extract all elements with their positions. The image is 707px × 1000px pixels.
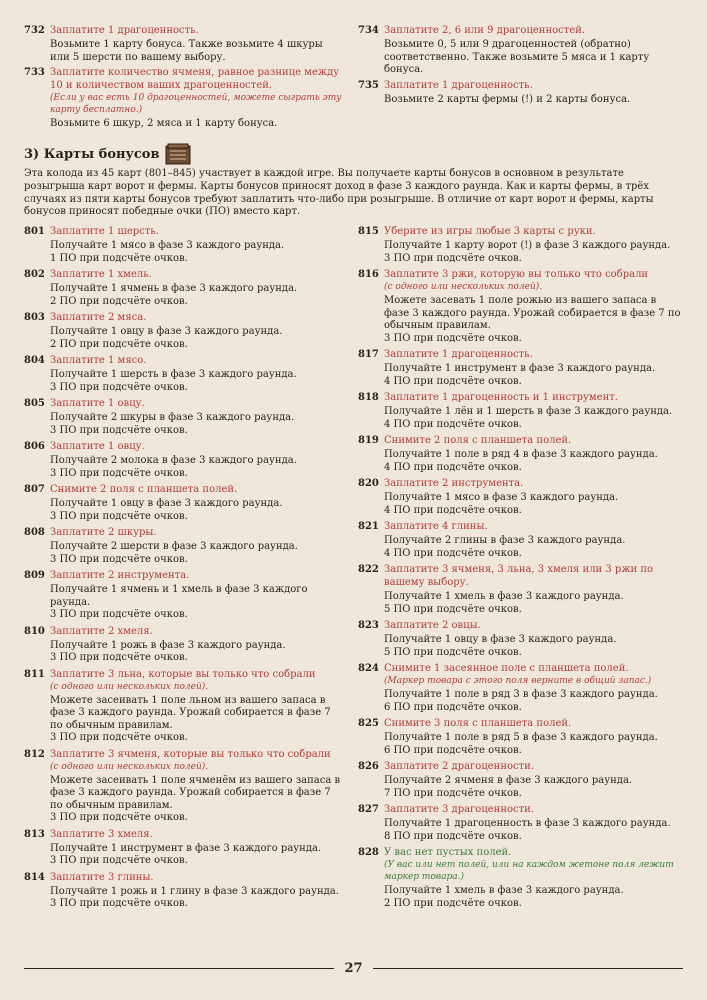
card-body — [50, 440, 344, 481]
card-body — [384, 24, 684, 77]
footer-rule-right — [373, 968, 683, 969]
card-points: 4 ПО при подсчёте очков. — [384, 504, 522, 516]
card-number: 801 — [24, 226, 45, 237]
card-cost: Заплатите 1 драгоценность и 1 инструмент. — [384, 392, 618, 403]
card-cost: Заплатите 1 овцу. — [50, 398, 145, 409]
card-entry — [24, 526, 344, 567]
card-effect: Возьмите 1 карту бонуса. Также возьмите 4 шкуры или 5 шерсти по вашему выбору. — [50, 39, 323, 63]
card-entry — [358, 846, 684, 911]
card-cost: Заплатите 1 шерсть. — [50, 226, 159, 237]
card-number: 732 — [24, 25, 45, 36]
card-effect: Получайте 2 ячменя в фазе 3 каждого раунда. — [384, 775, 633, 786]
card-body — [50, 397, 344, 438]
card-body — [384, 391, 684, 432]
card-body — [50, 569, 344, 623]
card-points: 4 ПО при подсчёте очков. — [384, 547, 522, 559]
card-points: 3 ПО при подсчёте очков. — [384, 332, 522, 344]
bonus-cards-section — [24, 143, 684, 219]
card-effect: Получайте 2 шкуры в фазе 3 каждого раунда. — [50, 412, 295, 423]
card-points: 4 ПО при подсчёте очков. — [384, 461, 522, 473]
card-cost-note: (с одного или нескольких полей). — [384, 282, 543, 292]
card-number: 810 — [24, 625, 45, 637]
card-cost: Заплатите 3 драгоценности. — [384, 804, 534, 815]
card-cost-note: (с одного или нескольких полей). — [50, 761, 209, 772]
card-effect: Получайте 2 шерсти в фазе 3 каждого раунда. — [50, 541, 298, 552]
card-points: 3 ПО при подсчёте очков. — [50, 732, 188, 743]
card-number: 808 — [24, 527, 45, 538]
card-body — [50, 268, 344, 309]
card-cost: Снимите 1 засеянное поле с планшета полей. — [384, 663, 629, 674]
card-body — [384, 79, 684, 107]
card-cost: Заплатите 2 мяса. — [50, 312, 147, 323]
card-points: 3 ПО при подсчёте очков. — [50, 467, 188, 479]
card-points: 4 ПО при подсчёте очков. — [384, 375, 522, 387]
card-cost: Заплатите 1 мясо. — [50, 355, 147, 366]
card-points: 3 ПО при подсчёте очков. — [50, 855, 188, 866]
card-number: 809 — [24, 570, 45, 581]
card-cost: Заплатите 3 ржи, которую вы только что собрали — [384, 269, 649, 280]
card-number: 819 — [358, 435, 379, 446]
card-effect: Получайте 1 хмель в фазе 3 каждого раунда. — [384, 591, 624, 602]
card-body — [50, 225, 344, 266]
card-number: 821 — [358, 521, 379, 532]
card-body — [384, 803, 684, 844]
card-points: 3 ПО при подсчёте очков. — [50, 381, 188, 393]
card-points: 5 ПО при подсчёте очков. — [384, 603, 522, 615]
card-body — [50, 24, 344, 64]
card-effect: Возьмите 0, 5 или 9 драгоценностей (обратно) соответственно. Также возьмите 5 мяса и 1 карту бонуса. — [384, 39, 650, 75]
card-effect: Возьмите 6 шкур, 2 мяса и 1 карту бонуса. — [50, 118, 278, 129]
card-effect: Получайте 1 поле в ряд 5 в фазе 3 каждого раунда. — [384, 732, 658, 743]
card-effect: Получайте 1 поле в ряд 3 в фазе 3 каждого раунда. — [384, 689, 658, 700]
card-entry — [24, 569, 344, 623]
card-points: 4 ПО при подсчёте очков. — [384, 418, 522, 430]
card-body — [384, 477, 684, 518]
card-entry — [358, 225, 684, 266]
card-entry — [24, 225, 344, 266]
card-cost: Снимите 3 поля с планшета полей. — [384, 718, 572, 729]
card-effect: Получайте 1 рожь в фазе 3 каждого раунда. — [50, 639, 286, 651]
card-entry — [24, 483, 344, 524]
section-title: 3) Карты бонусов — [24, 146, 160, 162]
card-body — [384, 619, 684, 660]
card-body — [384, 662, 684, 715]
card-entry — [24, 311, 344, 352]
card-entry — [24, 440, 344, 481]
card-points: 3 ПО при подсчёте очков. — [384, 252, 522, 264]
card-entry — [358, 619, 684, 660]
card-number: 822 — [358, 564, 379, 575]
card-cost: Заплатите количество ячменя, равное разнице между 10 и количеством ваших драгоценностей. — [50, 67, 340, 91]
card-number: 802 — [24, 269, 45, 280]
card-cost: Заплатите 4 глины. — [384, 521, 488, 532]
page-footer — [24, 960, 683, 976]
card-points: 3 ПО при подсчёте очков. — [50, 898, 188, 909]
card-effect: Получайте 1 инструмент в фазе 3 каждого раунда. — [50, 842, 322, 854]
card-number: 813 — [24, 828, 45, 840]
card-effect: Получайте 1 хмель в фазе 3 каждого раунда. — [384, 885, 624, 896]
card-number: 805 — [24, 398, 45, 409]
card-number: 828 — [358, 847, 379, 858]
card-entry — [24, 871, 344, 912]
card-entry — [358, 717, 684, 758]
card-cost: Заплатите 2 шкуры. — [50, 527, 157, 538]
card-number: 806 — [24, 441, 45, 452]
card-effect: Получайте 1 шерсть в фазе 3 каждого раунда. — [50, 369, 297, 380]
card-body — [384, 434, 684, 475]
card-number: 733 — [24, 67, 45, 78]
card-body — [384, 760, 684, 801]
card-body — [50, 483, 344, 524]
card-effect: Получайте 1 поле в ряд 4 в фазе 3 каждого раунда. — [384, 449, 658, 460]
card-number: 812 — [24, 748, 45, 760]
card-number: 803 — [24, 312, 45, 323]
card-body — [50, 354, 344, 395]
card-entry — [358, 348, 684, 389]
card-cost: Заплатите 2 драгоценности. — [384, 761, 534, 772]
top-right-cards — [358, 24, 684, 108]
card-cost: Заплатите 2 хмеля. — [50, 625, 153, 637]
card-body — [50, 668, 344, 746]
card-body — [384, 348, 684, 389]
bonus-cards-right — [358, 225, 684, 913]
card-entry — [358, 662, 684, 715]
card-points: 7 ПО при подсчёте очков. — [384, 787, 522, 799]
card-effect: Можете засеивать 1 поле ячменём из вашего запаса в фазе 3 каждого раунда. Урожай собирается в фазе 7 по обычным правилам. — [50, 774, 341, 811]
card-number: 815 — [358, 226, 379, 237]
card-entry — [24, 828, 344, 869]
card-entry — [358, 268, 684, 346]
card-body — [384, 846, 684, 911]
card-effect: Получайте 1 ячмень в фазе 3 каждого раунда. — [50, 283, 298, 294]
card-entry — [358, 79, 684, 107]
card-points: 3 ПО при подсчёте очков. — [50, 609, 188, 620]
card-points: 3 ПО при подсчёте очков. — [50, 652, 188, 663]
footer-rule-left — [24, 968, 334, 969]
card-points: 1 ПО при подсчёте очков. — [50, 252, 188, 264]
card-effect: Возьмите 2 карты фермы (!) и 2 карты бонуса. — [384, 93, 631, 105]
card-effect: Получайте 1 мясо в фазе 3 каждого раунда. — [384, 492, 619, 503]
card-cost: Заплатите 2, 6 или 9 драгоценностей. — [384, 25, 586, 36]
card-cost: Заплатите 2 овцы. — [384, 620, 481, 631]
card-number: 735 — [358, 79, 379, 91]
card-effect: Можете засевать 1 поле рожью из вашего запаса в фазе 3 каждого раунда. Урожай собирается в фазе 7 по обычным правилам. — [384, 295, 681, 331]
card-entry — [24, 66, 344, 131]
section-description: Эта колода из 45 карт (801–845) участвует в каждой игре. Вы получаете карты бонусов в основном в результате розыгрыша карт ворот и фермы. Карты бонусов приносят доход в фазе 3 каждого раунда. Как и карты фермы, в трёх случаях из пяти карты бонусов требуют заплатить что-либо при розыгрыше. В отличие от карт ворот и фермы, карты бонусов приносят победные очки (ПО) вместо карт. — [24, 168, 654, 218]
card-entry — [358, 24, 684, 77]
card-number: 825 — [358, 718, 379, 729]
card-cost-note: (Если у вас есть 10 драгоценностей, можете сыграть эту карту бесплатно.) — [50, 93, 342, 115]
card-effect: Получайте 1 карту ворот (!) в фазе 3 каждого раунда. — [384, 240, 671, 251]
page-number: 27 — [344, 960, 363, 976]
card-body — [50, 526, 344, 567]
card-number: 827 — [358, 804, 379, 815]
card-entry — [24, 625, 344, 666]
card-entry — [24, 668, 344, 746]
card-number: 817 — [358, 349, 379, 360]
card-entry — [24, 268, 344, 309]
card-effect: Получайте 1 ячмень и 1 хмель в фазе 3 каждого раунда. — [50, 584, 308, 608]
card-entry — [24, 24, 344, 64]
card-body — [384, 520, 684, 561]
card-number: 814 — [24, 871, 45, 883]
card-number: 807 — [24, 484, 45, 495]
card-number: 824 — [358, 663, 379, 674]
card-cost: Заплатите 1 овцу. — [50, 441, 145, 452]
card-cost: Снимите 2 поля с планшета полей. — [384, 435, 572, 446]
card-cost: У вас нет пустых полей. — [384, 847, 512, 858]
card-entry — [24, 748, 344, 826]
card-cost: Заплатите 1 хмель. — [50, 269, 152, 280]
card-effect: Можете засеивать 1 поле льном из вашего запаса в фазе 3 каждого раунда. Урожай собирается в фазе 7 по обычным правилам. — [50, 694, 331, 731]
card-entry — [358, 434, 684, 475]
card-number: 816 — [358, 269, 379, 280]
card-effect: Получайте 1 мясо в фазе 3 каждого раунда. — [50, 240, 285, 251]
card-body — [384, 563, 684, 617]
card-cost: Снимите 2 поля с планшета полей. — [50, 484, 238, 495]
card-effect: Получайте 2 глины в фазе 3 каждого раунда. — [384, 535, 626, 546]
card-entry — [358, 760, 684, 801]
card-number: 811 — [24, 668, 45, 680]
card-entry — [24, 397, 344, 438]
card-cost: Заплатите 3 льна, которые вы только что собрали — [50, 668, 316, 680]
card-points: 6 ПО при подсчёте очков. — [384, 744, 522, 756]
card-cost: Заплатите 3 глины. — [50, 871, 154, 883]
card-points: 2 ПО при подсчёте очков. — [50, 338, 188, 350]
card-cost: Заплатите 1 драгоценность. — [50, 25, 199, 36]
card-effect: Получайте 1 драгоценность в фазе 3 каждого раунда. — [384, 818, 671, 829]
card-cost: Уберите из игры любые 3 карты с руки. — [384, 226, 596, 237]
card-cost: Заплатите 1 драгоценность. — [384, 79, 533, 91]
card-number: 823 — [358, 620, 379, 631]
card-body — [50, 625, 344, 666]
card-effect: Получайте 1 рожь и 1 глину в фазе 3 каждого раунда. — [50, 885, 339, 897]
card-cost: Заплатите 1 драгоценность. — [384, 349, 533, 360]
card-points: 3 ПО при подсчёте очков. — [50, 553, 188, 565]
card-number: 804 — [24, 355, 45, 366]
card-entry — [358, 391, 684, 432]
card-body — [50, 828, 344, 869]
card-number: 818 — [358, 392, 379, 403]
card-points: 3 ПО при подсчёте очков. — [50, 510, 188, 522]
card-body — [50, 66, 344, 131]
card-number: 820 — [358, 478, 379, 489]
card-body — [384, 717, 684, 758]
section-heading — [24, 143, 684, 165]
card-body — [50, 311, 344, 352]
card-number: 826 — [358, 761, 379, 772]
card-cost: Заплатите 3 ячменя, которые вы только что собрали — [50, 748, 331, 760]
card-body — [384, 268, 684, 346]
card-entry — [358, 803, 684, 844]
card-points: 8 ПО при подсчёте очков. — [384, 830, 522, 842]
top-left-cards — [24, 24, 344, 133]
card-body — [384, 225, 684, 266]
card-cost: Заплатите 2 инструмента. — [50, 570, 190, 581]
card-number: 734 — [358, 25, 379, 36]
card-cost-note: (Маркер товара с этого поля верните в общий запас.) — [384, 676, 652, 686]
bonus-card-stack-icon — [165, 143, 191, 165]
card-effect: Получайте 1 лён и 1 шерсть в фазе 3 каждого раунда. — [384, 406, 673, 417]
card-entry — [358, 563, 684, 617]
card-cost: Заплатите 2 инструмента. — [384, 478, 524, 489]
card-body — [50, 871, 344, 912]
card-entry — [358, 477, 684, 518]
card-cost: Заплатите 3 хмеля. — [50, 828, 153, 840]
card-cost: Заплатите 3 ячменя, 3 льна, 3 хмеля или 3 ржи по вашему выбору. — [384, 564, 654, 588]
card-cost-note: (с одного или нескольких полей). — [50, 681, 209, 692]
card-points: 2 ПО при подсчёте очков. — [50, 295, 188, 307]
card-cost-note: (У вас или нет полей, или на каждом жетоне поля лежит маркер товара.) — [384, 860, 674, 882]
card-points: 6 ПО при подсчёте очков. — [384, 701, 522, 713]
card-entry — [358, 520, 684, 561]
bonus-cards-left — [24, 225, 344, 914]
card-points: 3 ПО при подсчёте очков. — [50, 812, 188, 823]
card-effect: Получайте 2 молока в фазе 3 каждого раунда. — [50, 455, 297, 466]
card-effect: Получайте 1 овцу в фазе 3 каждого раунда. — [384, 634, 617, 645]
card-points: 5 ПО при подсчёте очков. — [384, 646, 522, 658]
card-points: 3 ПО при подсчёте очков. — [50, 424, 188, 436]
card-effect: Получайте 1 овцу в фазе 3 каждого раунда. — [50, 326, 283, 337]
card-effect: Получайте 1 овцу в фазе 3 каждого раунда. — [50, 498, 283, 509]
card-body — [50, 748, 344, 826]
card-points: 2 ПО при подсчёте очков. — [384, 897, 522, 909]
card-effect: Получайте 1 инструмент в фазе 3 каждого раунда. — [384, 363, 656, 374]
card-entry — [24, 354, 344, 395]
